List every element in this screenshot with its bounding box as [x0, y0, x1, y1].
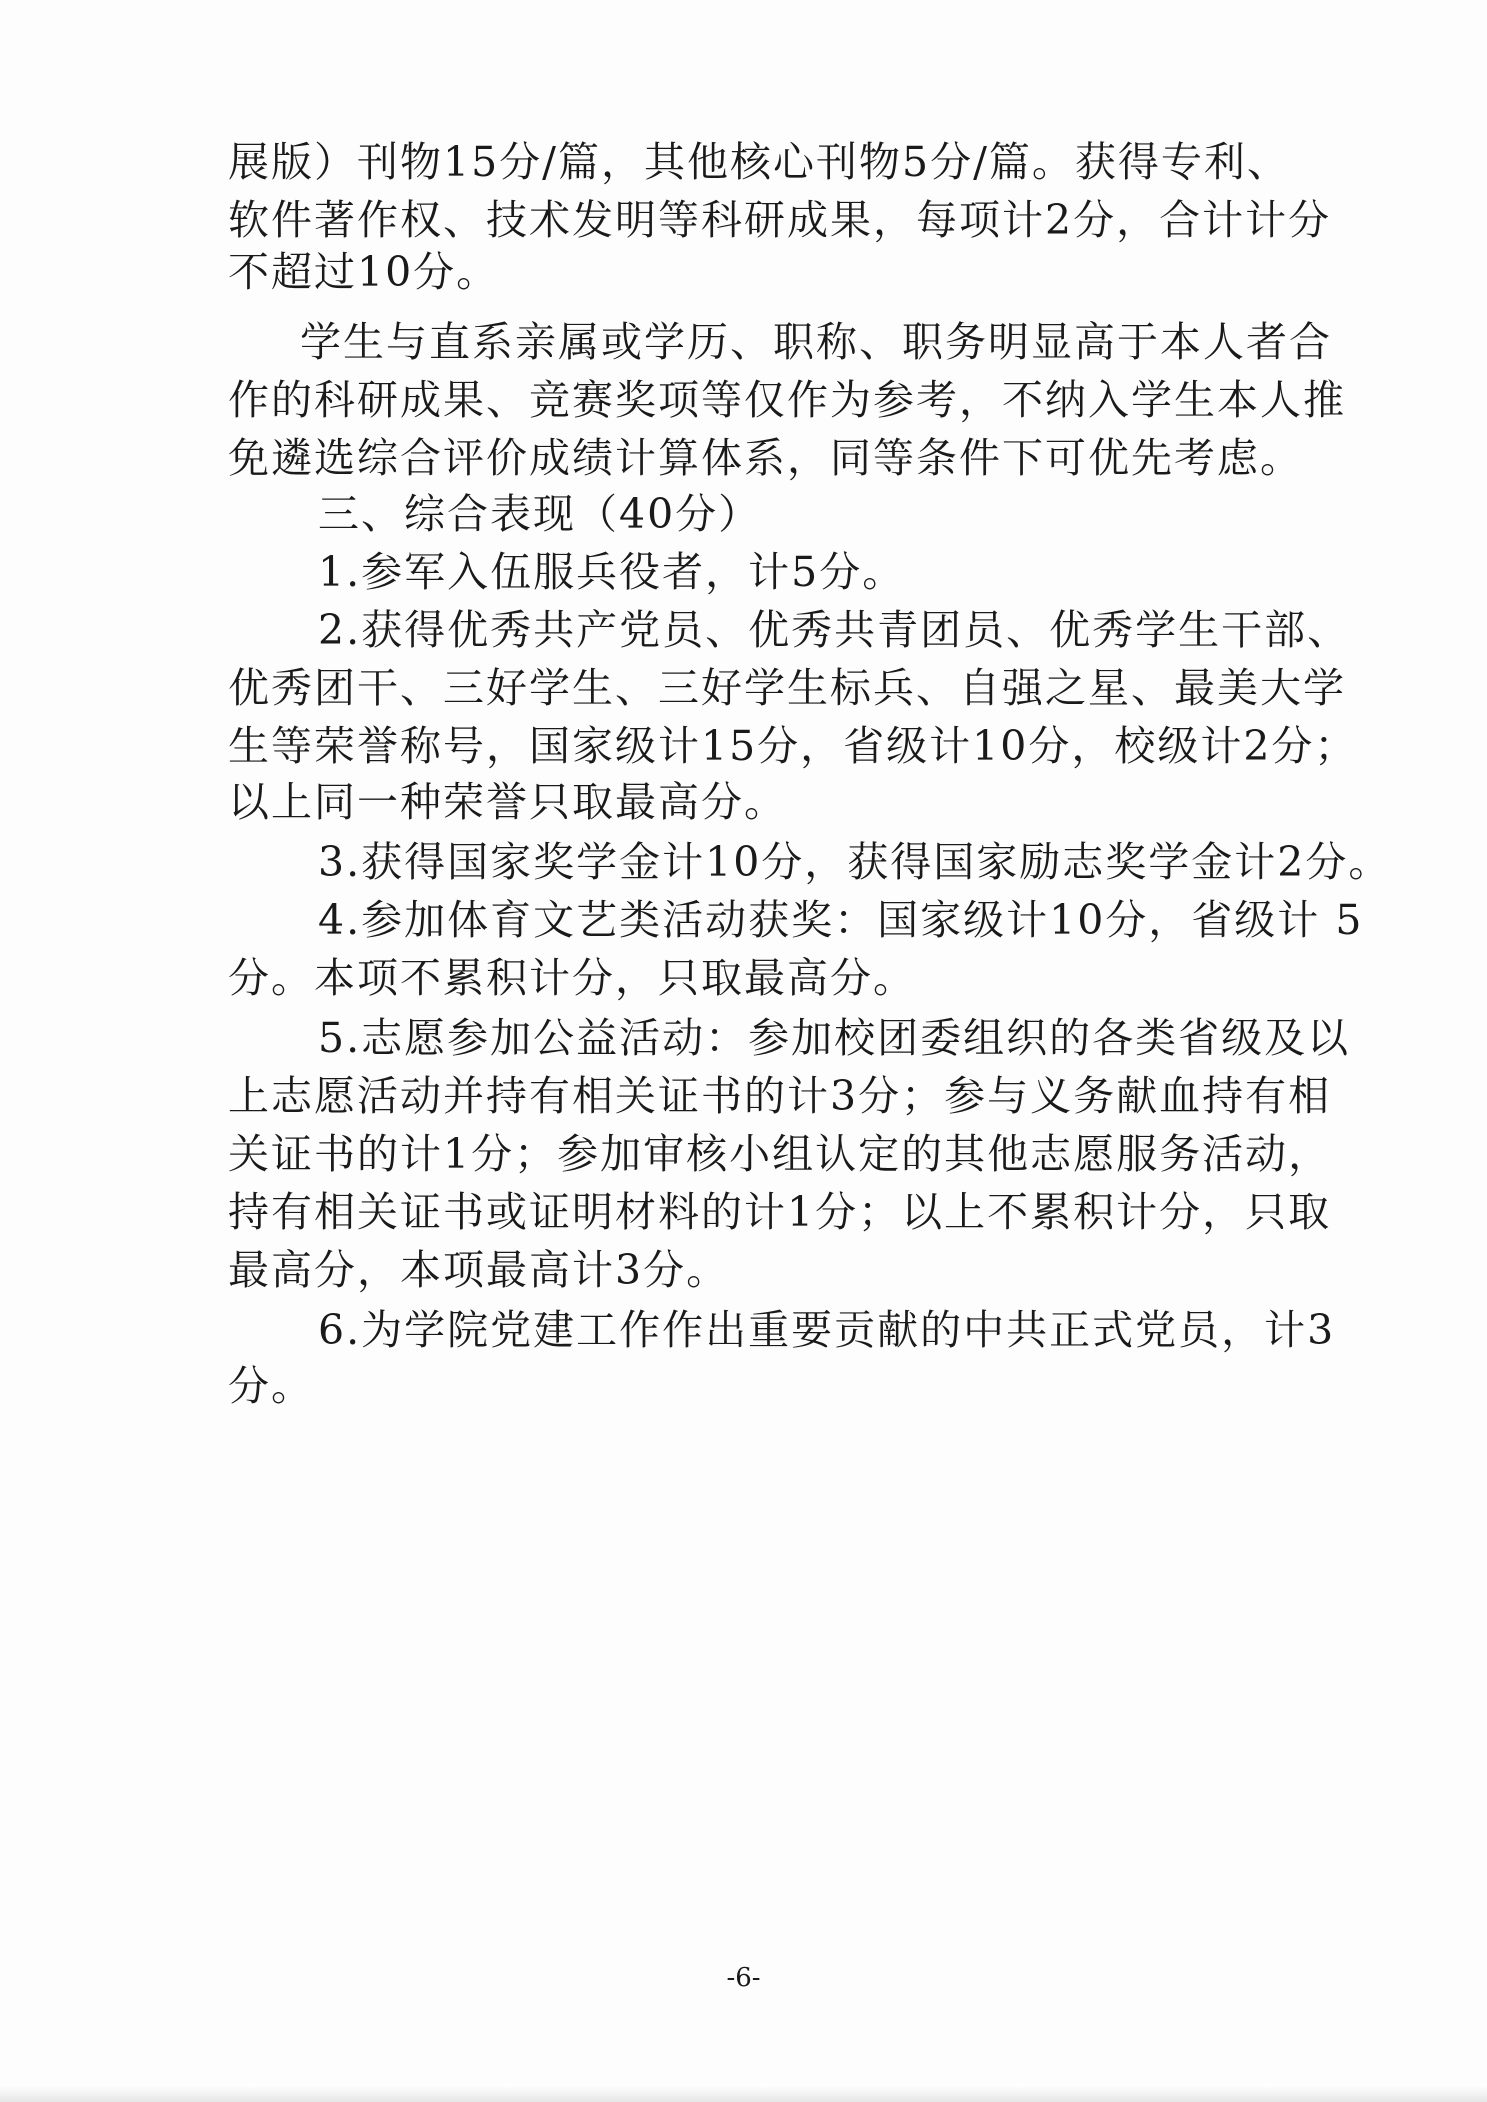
paragraph-line: 展版）刊物15分/篇，其他核心刊物5分/篇。获得专利、 — [228, 138, 1290, 186]
list-item: 1.参军入伍服兵役者，计5分。 — [318, 548, 906, 596]
section-heading: 三、综合表现（40分） — [318, 490, 762, 538]
paragraph-line: 分。本项不累积计分，只取最高分。 — [228, 954, 916, 1002]
paragraph-line: 软件著作权、技术发明等科研成果，每项计2分，合计计分 — [228, 196, 1332, 244]
paragraph-line: 分。 — [228, 1362, 314, 1410]
scan-edge — [0, 2085, 1487, 2102]
list-item: 2.获得优秀共产党员、优秀共青团员、优秀学生干部、 — [318, 606, 1351, 654]
paragraph-line: 免遴选综合评价成绩计算体系，同等条件下可优先考虑。 — [228, 434, 1303, 482]
paragraph-line: 优秀团干、三好学生、三好学生标兵、自强之星、最美大学 — [228, 664, 1346, 712]
paragraph-line: 上志愿活动并持有相关证书的计3分；参与义务献血持有相 — [228, 1072, 1332, 1120]
paragraph-line: 最高分，本项最高计3分。 — [228, 1246, 730, 1294]
paragraph-line: 不超过10分。 — [228, 248, 500, 296]
paragraph-line: 持有相关证书或证明材料的计1分；以上不累积计分，只取 — [228, 1188, 1332, 1236]
paragraph-line: 作的科研成果、竞赛奖项等仅作为参考，不纳入学生本人推 — [228, 376, 1346, 424]
paragraph-line: 生等荣誉称号，国家级计15分，省级计10分，校级计2分； — [228, 722, 1358, 770]
paragraph-line: 以上同一种荣誉只取最高分。 — [228, 778, 787, 826]
paragraph-line: 学生与直系亲属或学历、职称、职务明显高于本人者合 — [300, 318, 1332, 366]
paragraph-line: 关证书的计1分；参加审核小组认定的其他志愿服务活动， — [228, 1130, 1332, 1178]
list-item: 6.为学院党建工作作出重要贡献的中共正式党员，计3 — [318, 1306, 1336, 1354]
page-number: -6- — [726, 1963, 761, 1993]
list-item: 5.志愿参加公益活动：参加校团委组织的各类省级及以 — [318, 1014, 1351, 1062]
list-item: 4.参加体育文艺类活动获奖：国家级计10分，省级计 5 — [318, 896, 1364, 944]
list-item: 3.获得国家奖学金计10分，获得国家励志奖学金计2分。 — [318, 838, 1392, 886]
